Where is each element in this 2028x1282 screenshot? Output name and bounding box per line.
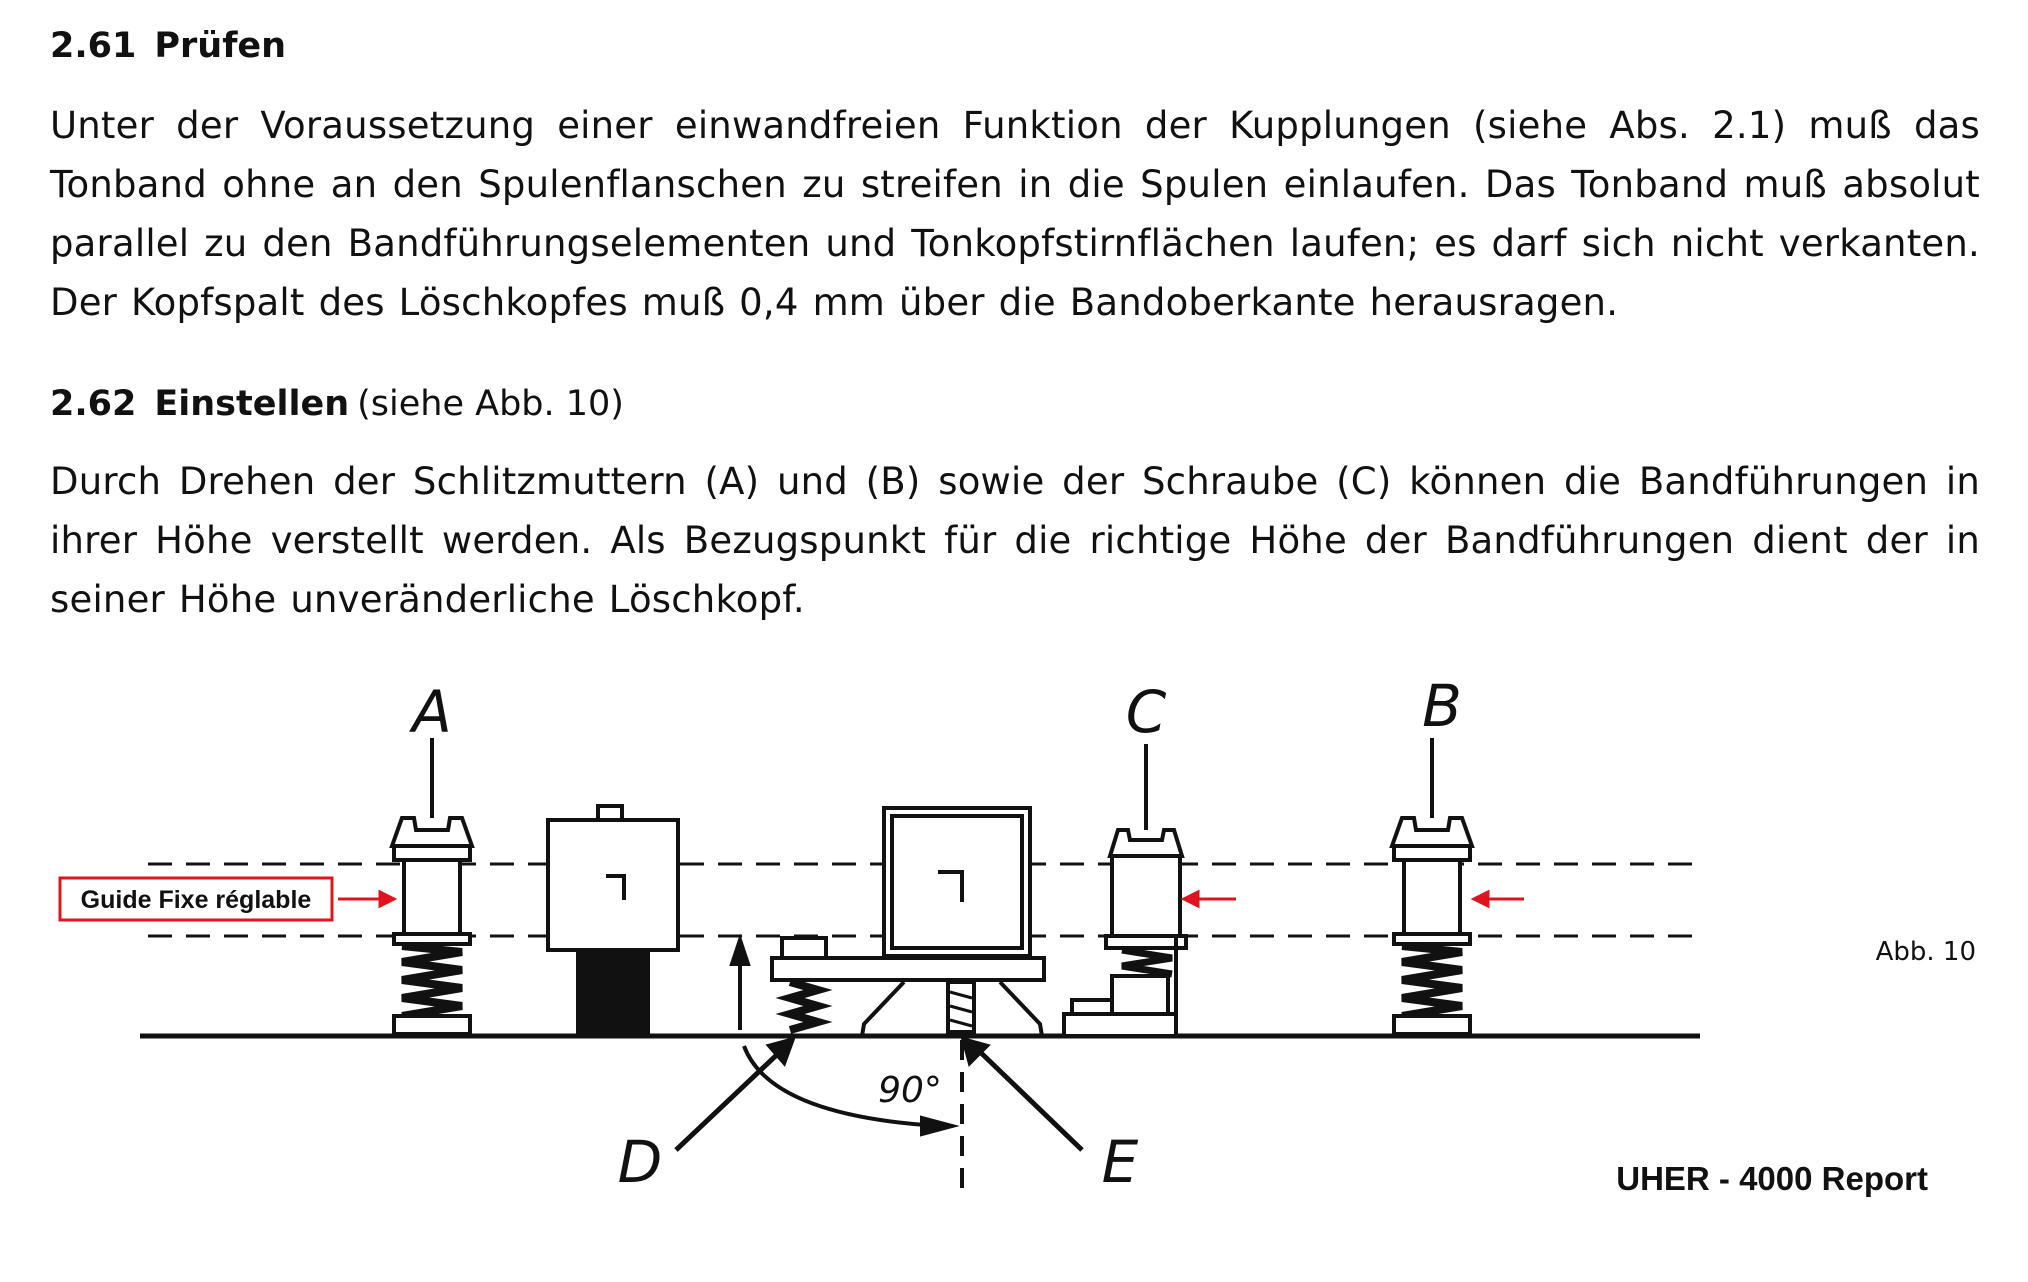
pointer-d [676,1040,792,1150]
section-number: 2.62 [50,384,137,424]
guide-c [1064,744,1186,1036]
annotation-label: Guide Fixe réglable [80,886,312,914]
angle-label: 90° [878,1070,942,1111]
guide-b [1392,738,1472,1034]
figure-reference: (siehe Abb. 10) [357,384,624,424]
section-title: Prüfen [154,26,287,66]
section-title: Einstellen [154,384,350,424]
guide-a [392,738,472,1034]
height-arrow [732,940,748,1030]
label-d: D [617,1128,663,1196]
label-e: E [1101,1128,1139,1196]
section-paragraph: Durch Drehen der Schlitzmuttern (A) und (B) sowie der Schraube (C) können die Bandführungen in ihrer Höhe verstellt werden. Als Bezugspunkt für die richtige Höhe der Bandführungen dient der in seiner Höhe unveränderliche Löschkopf. [50,460,1980,621]
pointer-e [964,1040,1082,1150]
label-b: B [1422,672,1462,740]
sound-head [772,808,1044,1036]
label-c: C [1125,678,1167,746]
label-a: A [412,678,452,746]
report-footer: UHER - 4000 Report [1616,1160,1928,1197]
erase-head [548,806,678,1036]
section-paragraph: Unter der Voraussetzung einer einwandfreien Funktion der Kupplungen (siehe Abs. 2.1) muß das Tonband ohne an den Spulenflanschen zu streifen in die Spulen einlaufen. Das Tonband muß absolut parallel zu den Bandführungselementen und Tonkopfstirnflächen laufen; es darf sich nicht verkanten. Der Kopfspalt des Löschkopfes muß 0,4 mm über die Bandoberkante herausragen. [50,104,1980,324]
figure-caption: Abb. 10 [1875,937,1976,967]
section-number: 2.61 [50,26,137,66]
